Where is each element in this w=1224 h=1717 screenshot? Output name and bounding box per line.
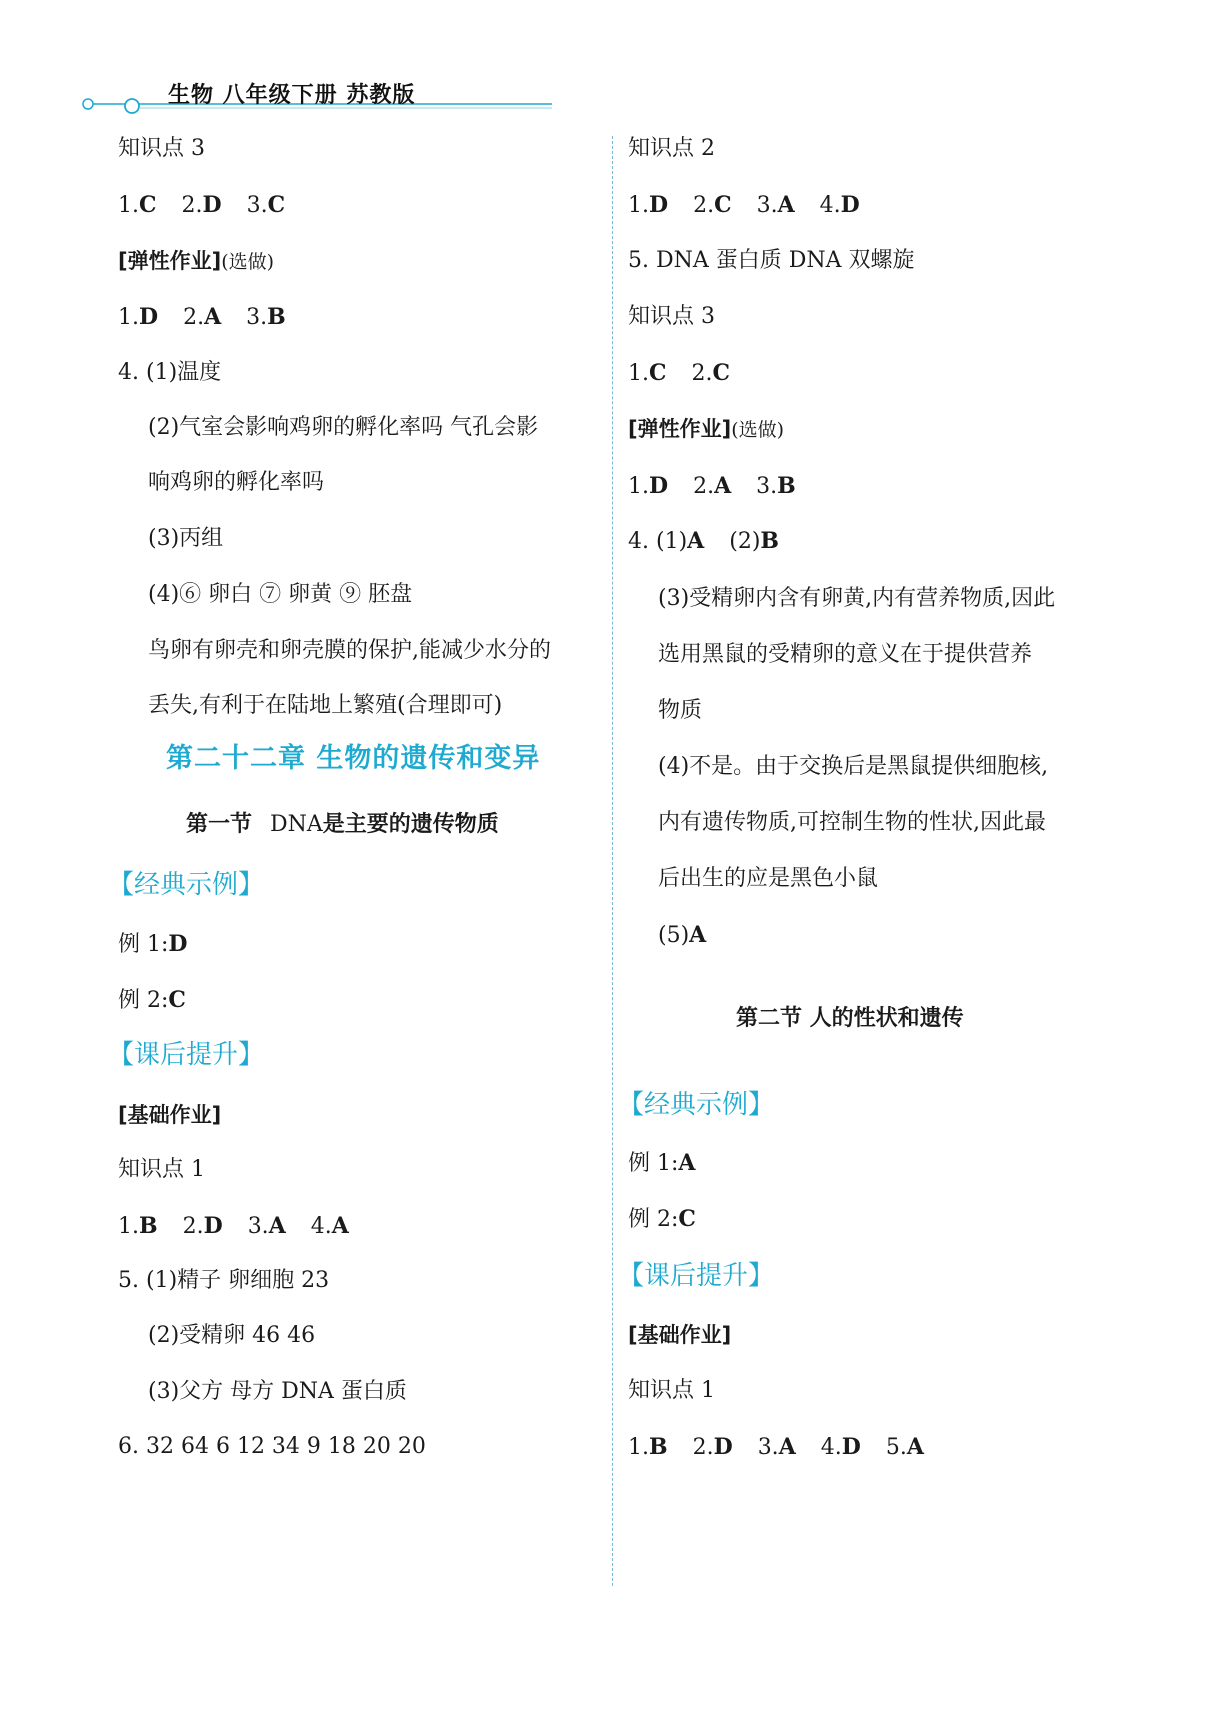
basic-homework-heading: [基础作业] (118, 1103, 222, 1127)
answer-row: 4. (1)A (2)B (628, 528, 780, 554)
answer-text: 5. (1)精子 卵细胞 23 (118, 1268, 330, 1293)
answer-text: 物质 (658, 698, 703, 723)
answer-row: 1.D 2.A 3.B (628, 473, 796, 499)
elastic-homework-heading: [弹性作业](选做) (118, 249, 275, 273)
section-title: 第一节 DNA是主要的遗传物质 (186, 812, 499, 837)
answer-text: (3)丙组 (148, 526, 224, 551)
classic-example-heading: 【经典示例】 (618, 1090, 775, 1120)
answer-row: 1.C 2.C (628, 360, 731, 386)
answer-text: (3)受精卵内含有卵黄,内有营养物质,因此 (658, 586, 1056, 611)
answer-text: (4)不是。由于交换后是黑鼠提供细胞核, (658, 754, 1049, 779)
answer-row: 1.B 2.D 3.A 4.A (118, 1213, 349, 1239)
answer-text: (4)⑥ 卵白 ⑦ 卵黄 ⑨ 胚盘 (148, 582, 413, 607)
header-title: 生物 八年级下册 苏教版 (168, 83, 416, 108)
answer-text: 丢失,有利于在陆地上繁殖(合理即可) (148, 693, 503, 718)
answer-row: 1.D 2.C 3.A 4.D (628, 192, 860, 218)
knowledge-point: 知识点 2 (628, 136, 715, 161)
answer-text: 4. (1)温度 (118, 360, 222, 385)
classic-example-heading: 【经典示例】 (108, 870, 265, 900)
answer-text: 5. DNA 蛋白质 DNA 双螺旋 (628, 248, 915, 273)
answer-text: 内有遗传物质,可控制生物的性状,因此最 (658, 810, 1046, 835)
answer-text: 鸟卵有卵壳和卵壳膜的保护,能减少水分的 (148, 638, 551, 663)
answer-text: 6. 32 64 6 12 34 9 18 20 20 (118, 1434, 426, 1459)
answer-text: (3)父方 母方 DNA 蛋白质 (148, 1379, 407, 1404)
knowledge-point: 知识点 3 (118, 136, 205, 161)
after-class-heading: 【课后提升】 (618, 1261, 775, 1291)
example-answer: 例 1:A (628, 1150, 696, 1176)
chapter-title: 第二十二章 生物的遗传和变异 (166, 743, 541, 774)
answer-text: 后出生的应是黑色小鼠 (658, 866, 879, 891)
answer-row: 1.D 2.A 3.B (118, 304, 286, 330)
section-title: 第二节 人的性状和遗传 (736, 1006, 964, 1031)
answer-row: 1.B 2.D 3.A 4.D 5.A (628, 1434, 924, 1460)
answer-row: (5)A (658, 922, 707, 948)
elastic-homework-heading: [弹性作业](选做) (628, 417, 785, 441)
example-answer: 例 1:D (118, 931, 188, 957)
knowledge-point: 知识点 1 (118, 1157, 205, 1182)
answer-text: (2)气室会影响鸡卵的孵化率吗 气孔会影 (148, 415, 539, 440)
column-divider (612, 136, 613, 1586)
page-header (80, 70, 560, 130)
after-class-heading: 【课后提升】 (108, 1040, 265, 1070)
example-answer: 例 2:C (118, 987, 186, 1013)
basic-homework-heading: [基础作业] (628, 1323, 732, 1347)
answer-text: 响鸡卵的孵化率吗 (148, 470, 325, 495)
knowledge-point: 知识点 3 (628, 304, 715, 329)
answer-row: 1.C 2.D 3.C (118, 192, 286, 218)
answer-text: (2)受精卵 46 46 (148, 1323, 316, 1348)
answer-text: 选用黑鼠的受精卵的意义在于提供营养 (658, 642, 1033, 667)
knowledge-point: 知识点 1 (628, 1378, 715, 1403)
example-answer: 例 2:C (628, 1206, 696, 1232)
